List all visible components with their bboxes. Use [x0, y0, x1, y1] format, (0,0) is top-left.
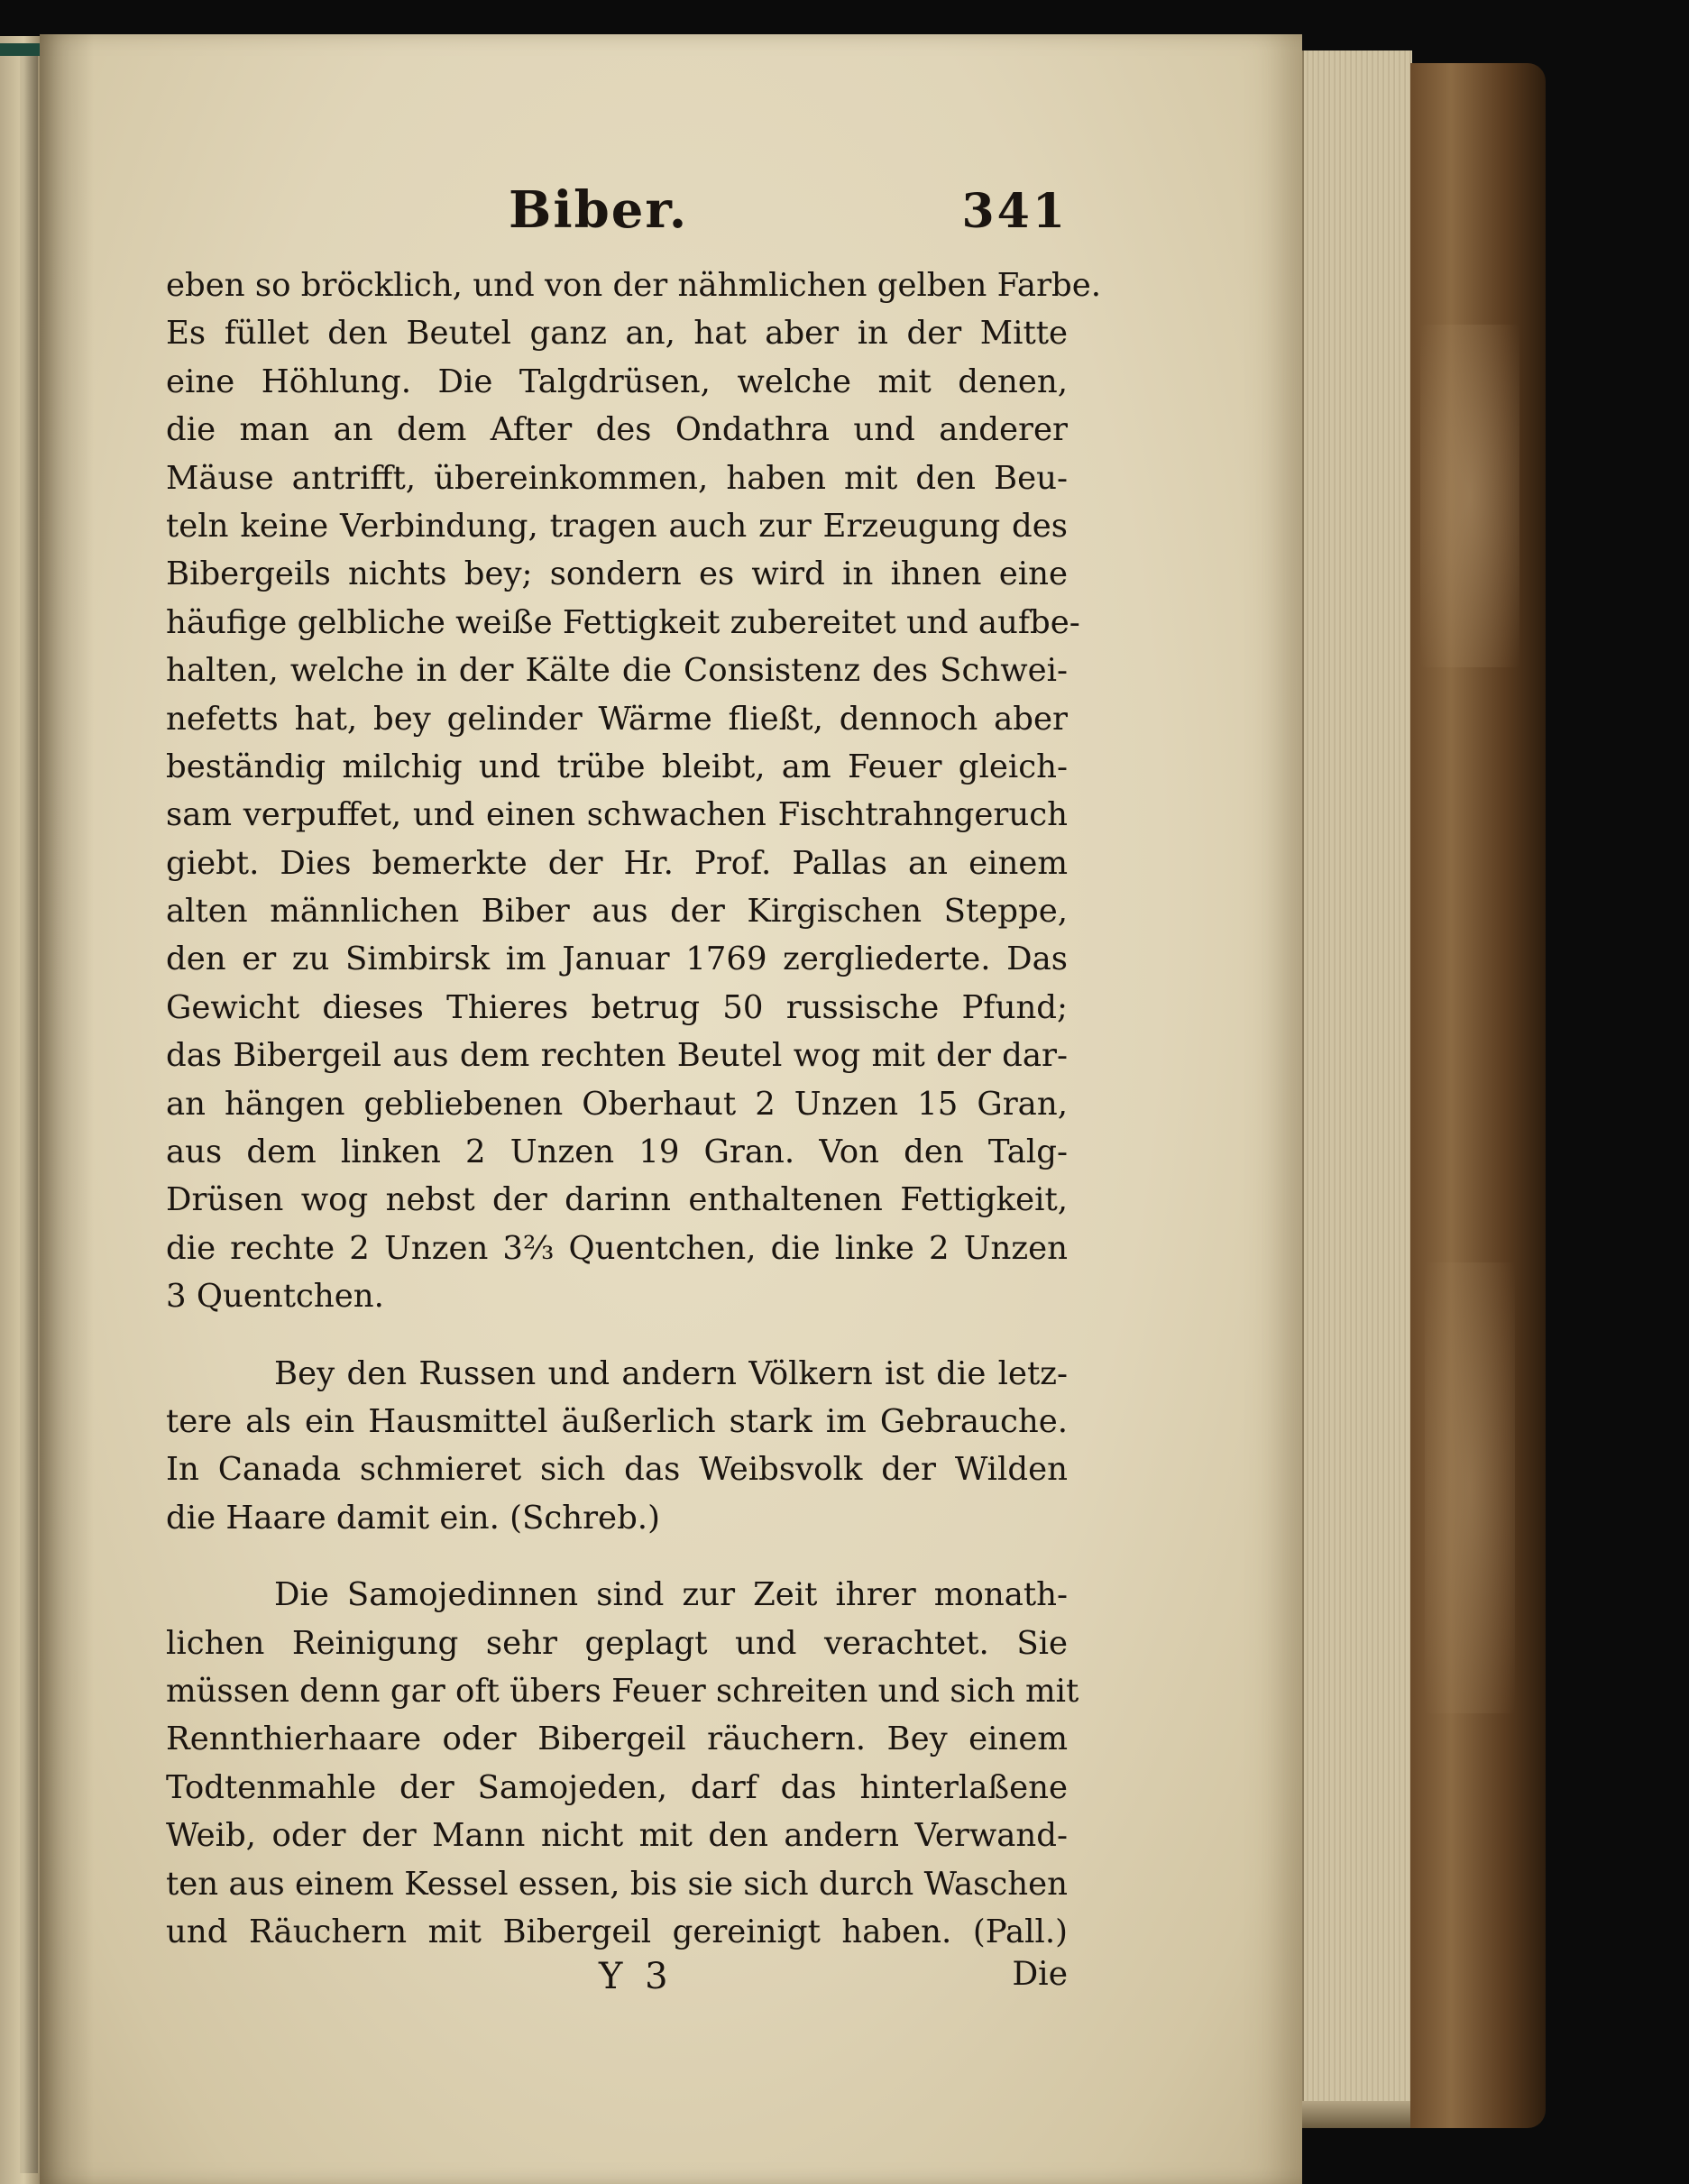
text-line: häufige gelbliche weiße Fettigkeit zubereitet und aufbe- [166, 603, 1080, 641]
cover-wear [1425, 1262, 1515, 1713]
signature-mark: Y 3 [599, 1956, 674, 1998]
text-line: beständig milchig und trübe bleibt, am Feuer gleich- [166, 748, 1068, 785]
catchword: Die [1012, 1956, 1068, 1994]
text-line: Drüsen wog nebst der darinn enthaltenen Fettigkeit, [166, 1181, 1068, 1219]
text-line: ten aus einem Kessel essen, bis sie sich durch Waschen [166, 1865, 1068, 1903]
text-line: das Bibergeil aus dem rechten Beutel wog mit der dar- [166, 1037, 1068, 1075]
text-line: aus dem linken 2 Unzen 19 Gran. Von den Talg- [166, 1133, 1068, 1171]
text-line: tere als ein Hausmittel äußerlich stark im Gebrauche. [166, 1402, 1068, 1440]
gutter-shadow [40, 34, 94, 2184]
text-line: Bibergeils nichts bey; sondern es wird in ihnen eine [166, 555, 1068, 593]
text-line: teln keine Verbindung, tragen auch zur Erzeugung des [166, 507, 1068, 545]
page-block-edge [1302, 50, 1412, 2124]
text-line: Die Samojedinnen sind zur Zeit ihrer monath- [274, 1576, 1068, 1614]
text-line: nefetts hat, bey gelinder Wärme fließt, dennoch aber [166, 700, 1068, 738]
paragraph [166, 1571, 1079, 1956]
text-line: Es füllet den Beutel ganz an, hat aber in der Mitte [166, 315, 1068, 353]
text-line: Gewicht dieses Thieres betrug 50 russische Pfund; [166, 988, 1068, 1026]
running-title: Biber. [509, 180, 689, 240]
text-line: die Haare damit ein. (Schreb.) [166, 1499, 660, 1537]
page-text [166, 180, 1102, 2006]
text-line: an hängen gebliebenen Oberhaut 2 Unzen 15 Gran, [166, 1085, 1068, 1123]
text-line: Todtenmahle der Samojeden, darf das hinterlaßene [166, 1768, 1068, 1806]
text-line: den er zu Simbirsk im Januar 1769 zergliederte. Das [166, 941, 1068, 978]
text-line: Bey den Russen und andern Völkern ist die letz- [274, 1354, 1068, 1392]
page-number: 341 [961, 184, 1068, 239]
text-line: sam verpuffet, und einen schwachen Fischtrahngeruch [166, 796, 1068, 834]
text-line: alten männlichen Biber aus der Kirgischen Steppe, [166, 893, 1068, 931]
text-line: eben so bröcklich, und von der nähmlichen gelben Farbe. [166, 267, 1102, 304]
cover-wear [1420, 325, 1519, 667]
text-line: giebt. Dies bemerkte der Hr. Prof. Pallas an einem [166, 844, 1068, 882]
text-line: die rechte 2 Unzen 3⅔ Quentchen, die linke 2 Unzen [166, 1229, 1068, 1267]
text-line: Weib, oder der Mann nicht mit den andern Verwand- [166, 1817, 1068, 1855]
text-line: Rennthierhaare oder Bibergeil räuchern. Bey einem [166, 1721, 1068, 1758]
paragraph [166, 1350, 1068, 1543]
text-line: müssen denn gar oft übers Feuer schreiten und sich mit [166, 1672, 1079, 1710]
page-footer [166, 1956, 1068, 2006]
gutter-fold [20, 45, 38, 2173]
paragraph [166, 262, 1102, 1321]
text-line: Mäuse antrifft, übereinkommen, haben mit den Beu- [166, 459, 1068, 497]
text-line: halten, welche in der Kälte die Consistenz des Schwei- [166, 652, 1068, 690]
text-line: und Räuchern mit Bibergeil gereinigt haben. (Pall.) [166, 1913, 1068, 1950]
text-line: eine Höhlung. Die Talgdrüsen, welche mit denen, [166, 362, 1068, 400]
running-head [166, 180, 1068, 262]
text-line: lichen Reinigung sehr geplagt und verachtet. Sie [166, 1624, 1068, 1662]
text-line: 3 Quentchen. [166, 1278, 384, 1316]
text-line: In Canada schmieret sich das Weibsvolk der Wilden [166, 1451, 1068, 1489]
text-line: die man an dem After des Ondathra und anderer [166, 411, 1068, 449]
